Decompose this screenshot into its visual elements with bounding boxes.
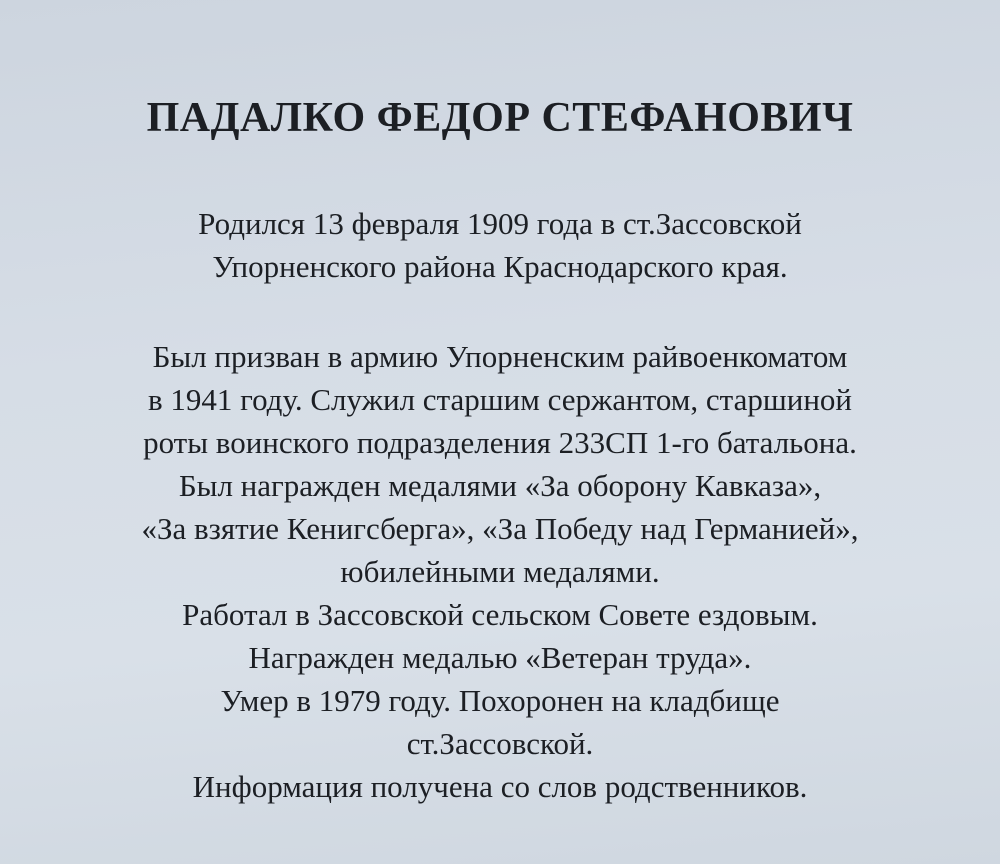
text-line: Родился 13 февраля 1909 года в ст.Зассовской [198,206,802,241]
text-line: Информация получена со слов родственников. [192,769,808,804]
text-line: Умер в 1979 году. Похоронен на кладбище [220,683,780,718]
text-line: Был награжден медалями «За оборону Кавказа», [178,468,822,503]
text-line: Работал в Зассовской сельском Совете ездовым. [182,597,818,632]
biography-paragraph [0,335,1000,808]
text-line: в 1941 году. Служил старшим сержантом, старшиной [147,382,852,417]
birth-paragraph [0,202,1000,288]
text-line: «За взятие Кенигсберга», «За Победу над Германией», [141,511,859,546]
page-title: ПАДАЛКО ФЕДОР СТЕФАНОВИЧ [146,95,854,141]
text-line: Награжден медалью «Ветеран труда». [248,640,752,675]
text-line: Был призван в армию Упорненским райвоенкоматом [152,339,848,374]
text-line: ст.Зассовской. [406,726,594,761]
text-line: роты воинского подразделения 233СП 1-го батальона. [143,425,857,460]
text-line: юбилейными медалями. [340,554,660,589]
text-line: Упорненского района Краснодарского края. [212,249,788,284]
